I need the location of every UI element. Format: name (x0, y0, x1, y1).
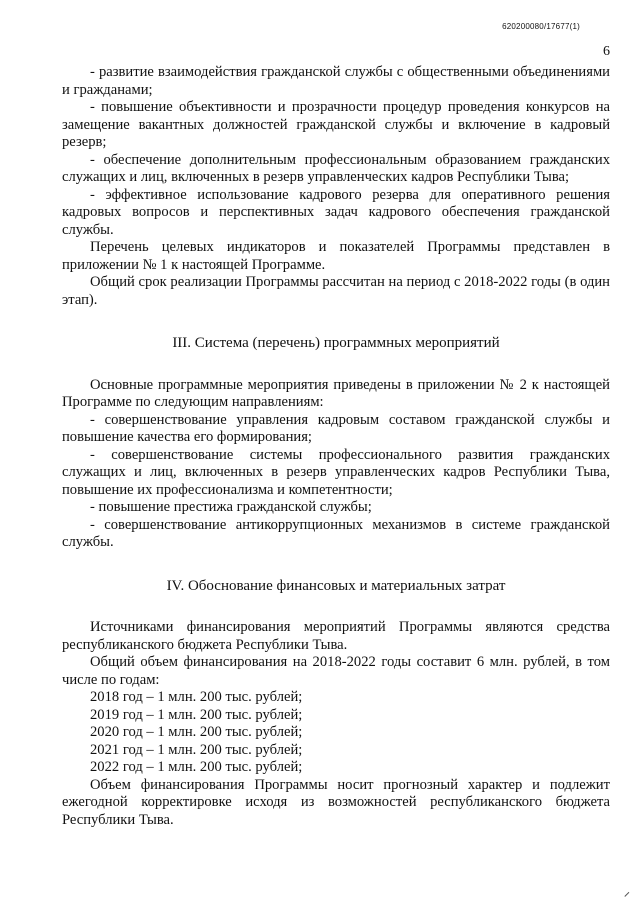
funding-year-item: 2021 год – 1 млн. 200 тыс. рублей; (90, 741, 303, 758)
funding-year-item: 2022 год – 1 млн. 200 тыс. рублей; (90, 759, 303, 775)
section-3-heading: III. Система (перечень) программных мероприятий (172, 335, 500, 351)
funding-year-item: 2019 год – 1 млн. 200 тыс. рублей; (90, 706, 303, 723)
funding-total-paragraph: Общий объем финансирования на 2018-2022 годы составит 6 млн. рублей, в том числе по годам: (62, 654, 610, 688)
page-number: 6 (603, 44, 610, 59)
goal-item: - повышение объективности и прозрачности процедур проведения конкурсов на замещение вакантных должностей гражданской службы и включение в кадровый резерв; (62, 99, 610, 150)
direction-item: - повышение престижа гражданской службы; (90, 499, 372, 515)
goal-item: - эффективное использование кадрового резерва для оперативного решения кадровых вопросов и перспективных задач кадрового обеспечения гражданской службы. (62, 186, 610, 238)
funding-year-item: 2018 год – 1 млн. 200 тыс. рублей; (90, 689, 303, 705)
period-paragraph: Общий срок реализации Программы рассчитан на период с 2018-2022 годы (в один этап). (62, 274, 610, 308)
direction-item: - совершенствование системы профессионального развития гражданских служащих и лиц, включенных в резерв управленческих кадров Республики Тыва, повышение их профессионализма и компетентности; (62, 446, 610, 498)
direction-item: - совершенствование управления кадровым составом гражданской службы и повышение качества его формирования; (62, 411, 610, 445)
funding-source-paragraph: Источниками финансирования мероприятий Программы являются средства республиканского бюджета Республики Тыва. (62, 619, 610, 653)
funding-closing-paragraph: Объем финансирования Программы носит прогнозный характер и подлежит ежегодной корректировке исходя из возможностей республиканского бюджета Республики Тыва. (62, 776, 610, 828)
section-4-heading: IV. Обоснование финансовых и материальных затрат (166, 577, 506, 594)
goal-item: - развитие взаимодействия гражданской службы с общественными объединениями и гражданами; (62, 64, 610, 98)
funding-year-item: 2020 год – 1 млн. 200 тыс. рублей; (90, 724, 303, 740)
indicators-paragraph: Перечень целевых индикаторов и показателей Программы представлен в приложении № 1 к настоящей Программе. (62, 239, 610, 273)
direction-item: - совершенствование антикоррупционных механизмов в системе гражданской службы. (62, 516, 610, 550)
page-body (62, 64, 610, 829)
section-3-intro: Основные программные мероприятия приведены в приложении № 2 к настоящей Программе по следующим направлениям: (62, 376, 610, 410)
document-code: 620200080/17677(1) (502, 22, 580, 31)
corner-mark (624, 892, 633, 901)
goal-item: - обеспечение дополнительным профессиональным образованием гражданских служащих и лиц, включенных в резерв управленческих кадров Республики Тыва; (62, 151, 610, 185)
